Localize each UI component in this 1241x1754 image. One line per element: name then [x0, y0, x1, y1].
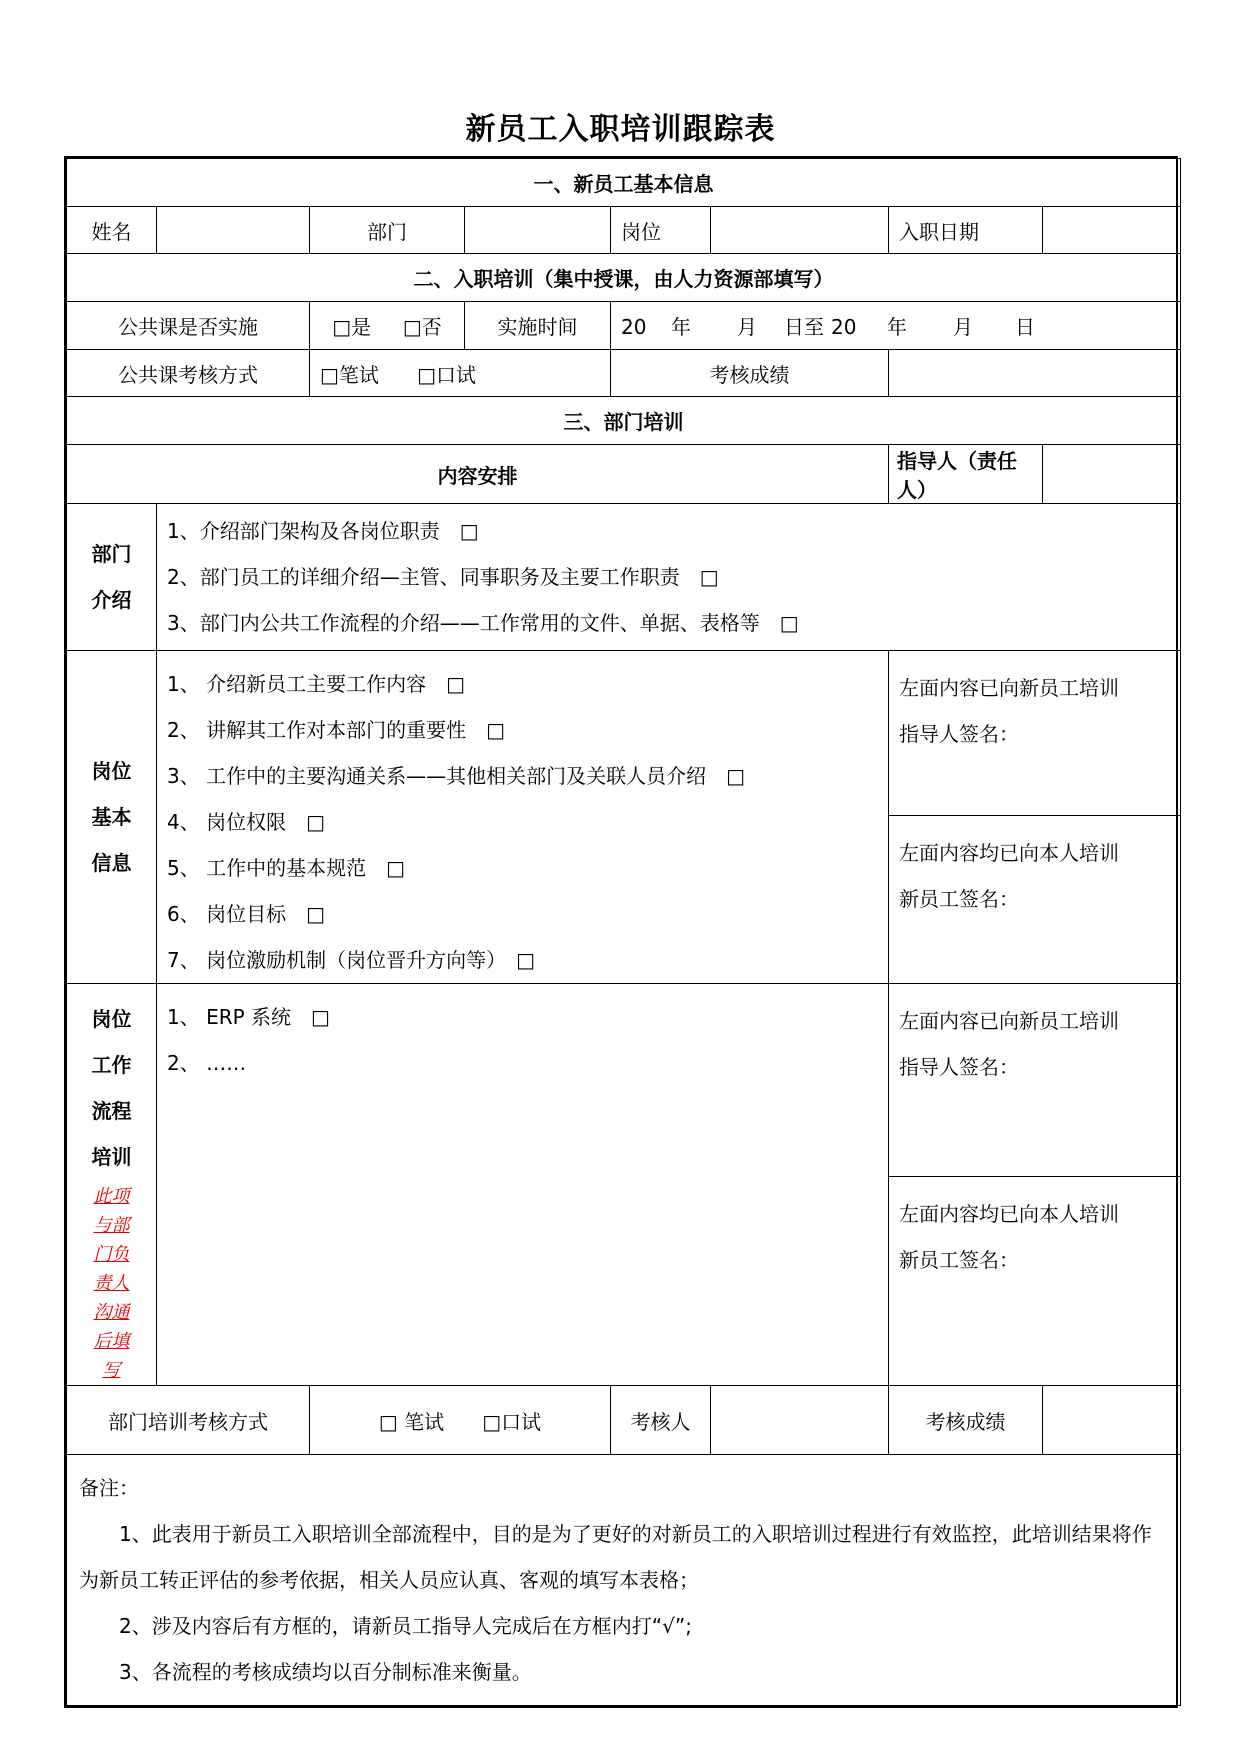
dept-exam-method-label: 部门培训考核方式 [67, 1386, 310, 1455]
dept-intro-label [67, 504, 157, 651]
post-info-items [157, 651, 889, 984]
date-part: 日 [1015, 315, 1035, 339]
sign-text: 左面内容均已向本人培训 [899, 841, 1119, 866]
post-field[interactable] [711, 207, 889, 254]
mentor-sign-box[interactable] [889, 651, 1181, 816]
list-item[interactable]: 7、 岗位激励机制（岗位晋升方向等） □ [167, 948, 535, 972]
dept-intro-items [157, 504, 1181, 651]
workflow-items [157, 984, 889, 1386]
list-item[interactable]: 4、 岗位权限 □ [167, 810, 325, 834]
no-checkbox[interactable]: □否 [402, 315, 442, 339]
date-part: 年 [671, 315, 691, 339]
list-item[interactable]: 3、 工作中的主要沟通关系——其他相关部门及关联人员介绍 □ [167, 764, 745, 788]
label-line: 岗位 [91, 759, 132, 783]
mentor-sign-box[interactable] [889, 984, 1181, 1177]
page-title: 新员工入职培训跟踪表 [465, 112, 776, 147]
label-line: 部门 [91, 542, 132, 566]
date-part: 月 [953, 315, 973, 339]
label-line: 工作 [91, 1053, 132, 1077]
content-header: 内容安排 [67, 445, 889, 504]
score-label: 考核成绩 [611, 350, 889, 397]
list-item[interactable]: 1、介绍部门架构及各岗位职责 □ [167, 519, 479, 543]
join-date-field[interactable] [1043, 207, 1181, 254]
exam-method-options [310, 350, 611, 397]
date-part: 日至 [784, 315, 824, 339]
list-item[interactable]: 6、 岗位目标 □ [167, 902, 325, 926]
workflow-label [67, 984, 157, 1386]
sign-label: 新员工签名： [899, 887, 1019, 912]
label-line: 岗位 [91, 1007, 132, 1031]
list-item[interactable]: 2、 讲解其工作对本部门的重要性 □ [167, 718, 505, 742]
dept-field[interactable] [465, 207, 611, 254]
oral-checkbox[interactable]: □口试 [482, 1409, 542, 1434]
sign-label: 指导人签名： [899, 1055, 1019, 1079]
written-checkbox[interactable]: □笔试 [320, 362, 379, 387]
sign-label: 新员工签名： [899, 1248, 1019, 1272]
sign-label: 指导人签名： [899, 722, 1019, 746]
examiner-field[interactable] [711, 1386, 889, 1455]
label-line: 基本 [91, 805, 132, 829]
training-form [64, 156, 1178, 1708]
implementation-date[interactable] [611, 302, 1181, 350]
remark-line: 1、此表用于新员工入职培训全部流程中，目的是为了更好的对新员工的入职培训过程进行有效监控，此培训结果将作为新员工转正评估的参考依据，相关人员应认真、客观的填写本表格； [79, 1522, 1152, 1592]
join-date-label: 入职日期 [889, 207, 1043, 254]
sign-text: 左面内容均已向本人培训 [899, 1202, 1119, 1226]
label-line: 流程 [91, 1099, 132, 1123]
date-part: 年 [887, 315, 907, 339]
post-info-label [67, 651, 157, 984]
remark-line: 2、涉及内容后有方框的，请新员工指导人完成后在方框内打“√”; [119, 1614, 692, 1638]
employee-sign-box[interactable] [889, 1177, 1181, 1386]
remark-line: 3、各流程的考核成绩均以百分制标准来衡量。 [119, 1660, 532, 1684]
remarks-label: 备注： [79, 1476, 139, 1500]
dept-score-field[interactable] [1043, 1386, 1181, 1455]
form-table [66, 158, 1181, 1706]
name-label: 姓名 [67, 207, 157, 254]
oral-checkbox[interactable]: □口试 [417, 362, 476, 387]
yes-checkbox[interactable]: □是 [332, 315, 372, 339]
section1-heading: 一、新员工基本信息 [67, 159, 1181, 207]
section2-heading: 二、入职培训（集中授课，由人力资源部填写） [67, 254, 1181, 302]
employee-sign-box[interactable] [889, 816, 1181, 984]
date-part: 月 [737, 315, 757, 339]
sign-text: 左面内容已向新员工培训 [899, 1009, 1119, 1033]
section3-heading: 三、部门培训 [67, 397, 1181, 445]
label-line: 介绍 [91, 588, 132, 612]
date-part: 20 [831, 315, 857, 339]
name-field[interactable] [157, 207, 310, 254]
score-field[interactable] [889, 350, 1181, 397]
sign-text: 左面内容已向新员工培训 [899, 676, 1119, 700]
label-line: 培训 [91, 1145, 132, 1169]
dept-label: 部门 [310, 207, 465, 254]
exam-method-label: 公共课考核方式 [67, 350, 310, 397]
list-item[interactable]: 3、部门内公共工作流程的介绍——工作常用的文件、单据、表格等 □ [167, 611, 799, 635]
time-label: 实施时间 [465, 302, 611, 350]
dept-score-label: 考核成绩 [889, 1386, 1043, 1455]
list-item[interactable]: 2、部门员工的详细介绍—主管、同事职务及主要工作职责 □ [167, 565, 719, 589]
mentor-field[interactable] [1043, 445, 1181, 504]
list-item[interactable]: 1、 介绍新员工主要工作内容 □ [167, 672, 465, 696]
written-checkbox[interactable]: □ 笔试 [378, 1409, 445, 1434]
label-line: 信息 [91, 851, 132, 875]
public-course-options [310, 302, 465, 350]
dept-exam-options [310, 1386, 611, 1455]
workflow-note: 此项与部门负责人沟通后填写 [93, 1186, 130, 1381]
public-course-label: 公共课是否实施 [67, 302, 310, 350]
remarks-box [67, 1455, 1181, 1706]
list-item[interactable]: 2、 …… [167, 1051, 247, 1075]
list-item[interactable]: 1、 ERP 系统 □ [167, 1005, 330, 1029]
examiner-label: 考核人 [611, 1386, 711, 1455]
post-label: 岗位 [611, 207, 711, 254]
date-part: 20 [621, 315, 647, 339]
mentor-header: 指导人（责任人） [889, 445, 1043, 504]
list-item[interactable]: 5、 工作中的基本规范 □ [167, 856, 405, 880]
